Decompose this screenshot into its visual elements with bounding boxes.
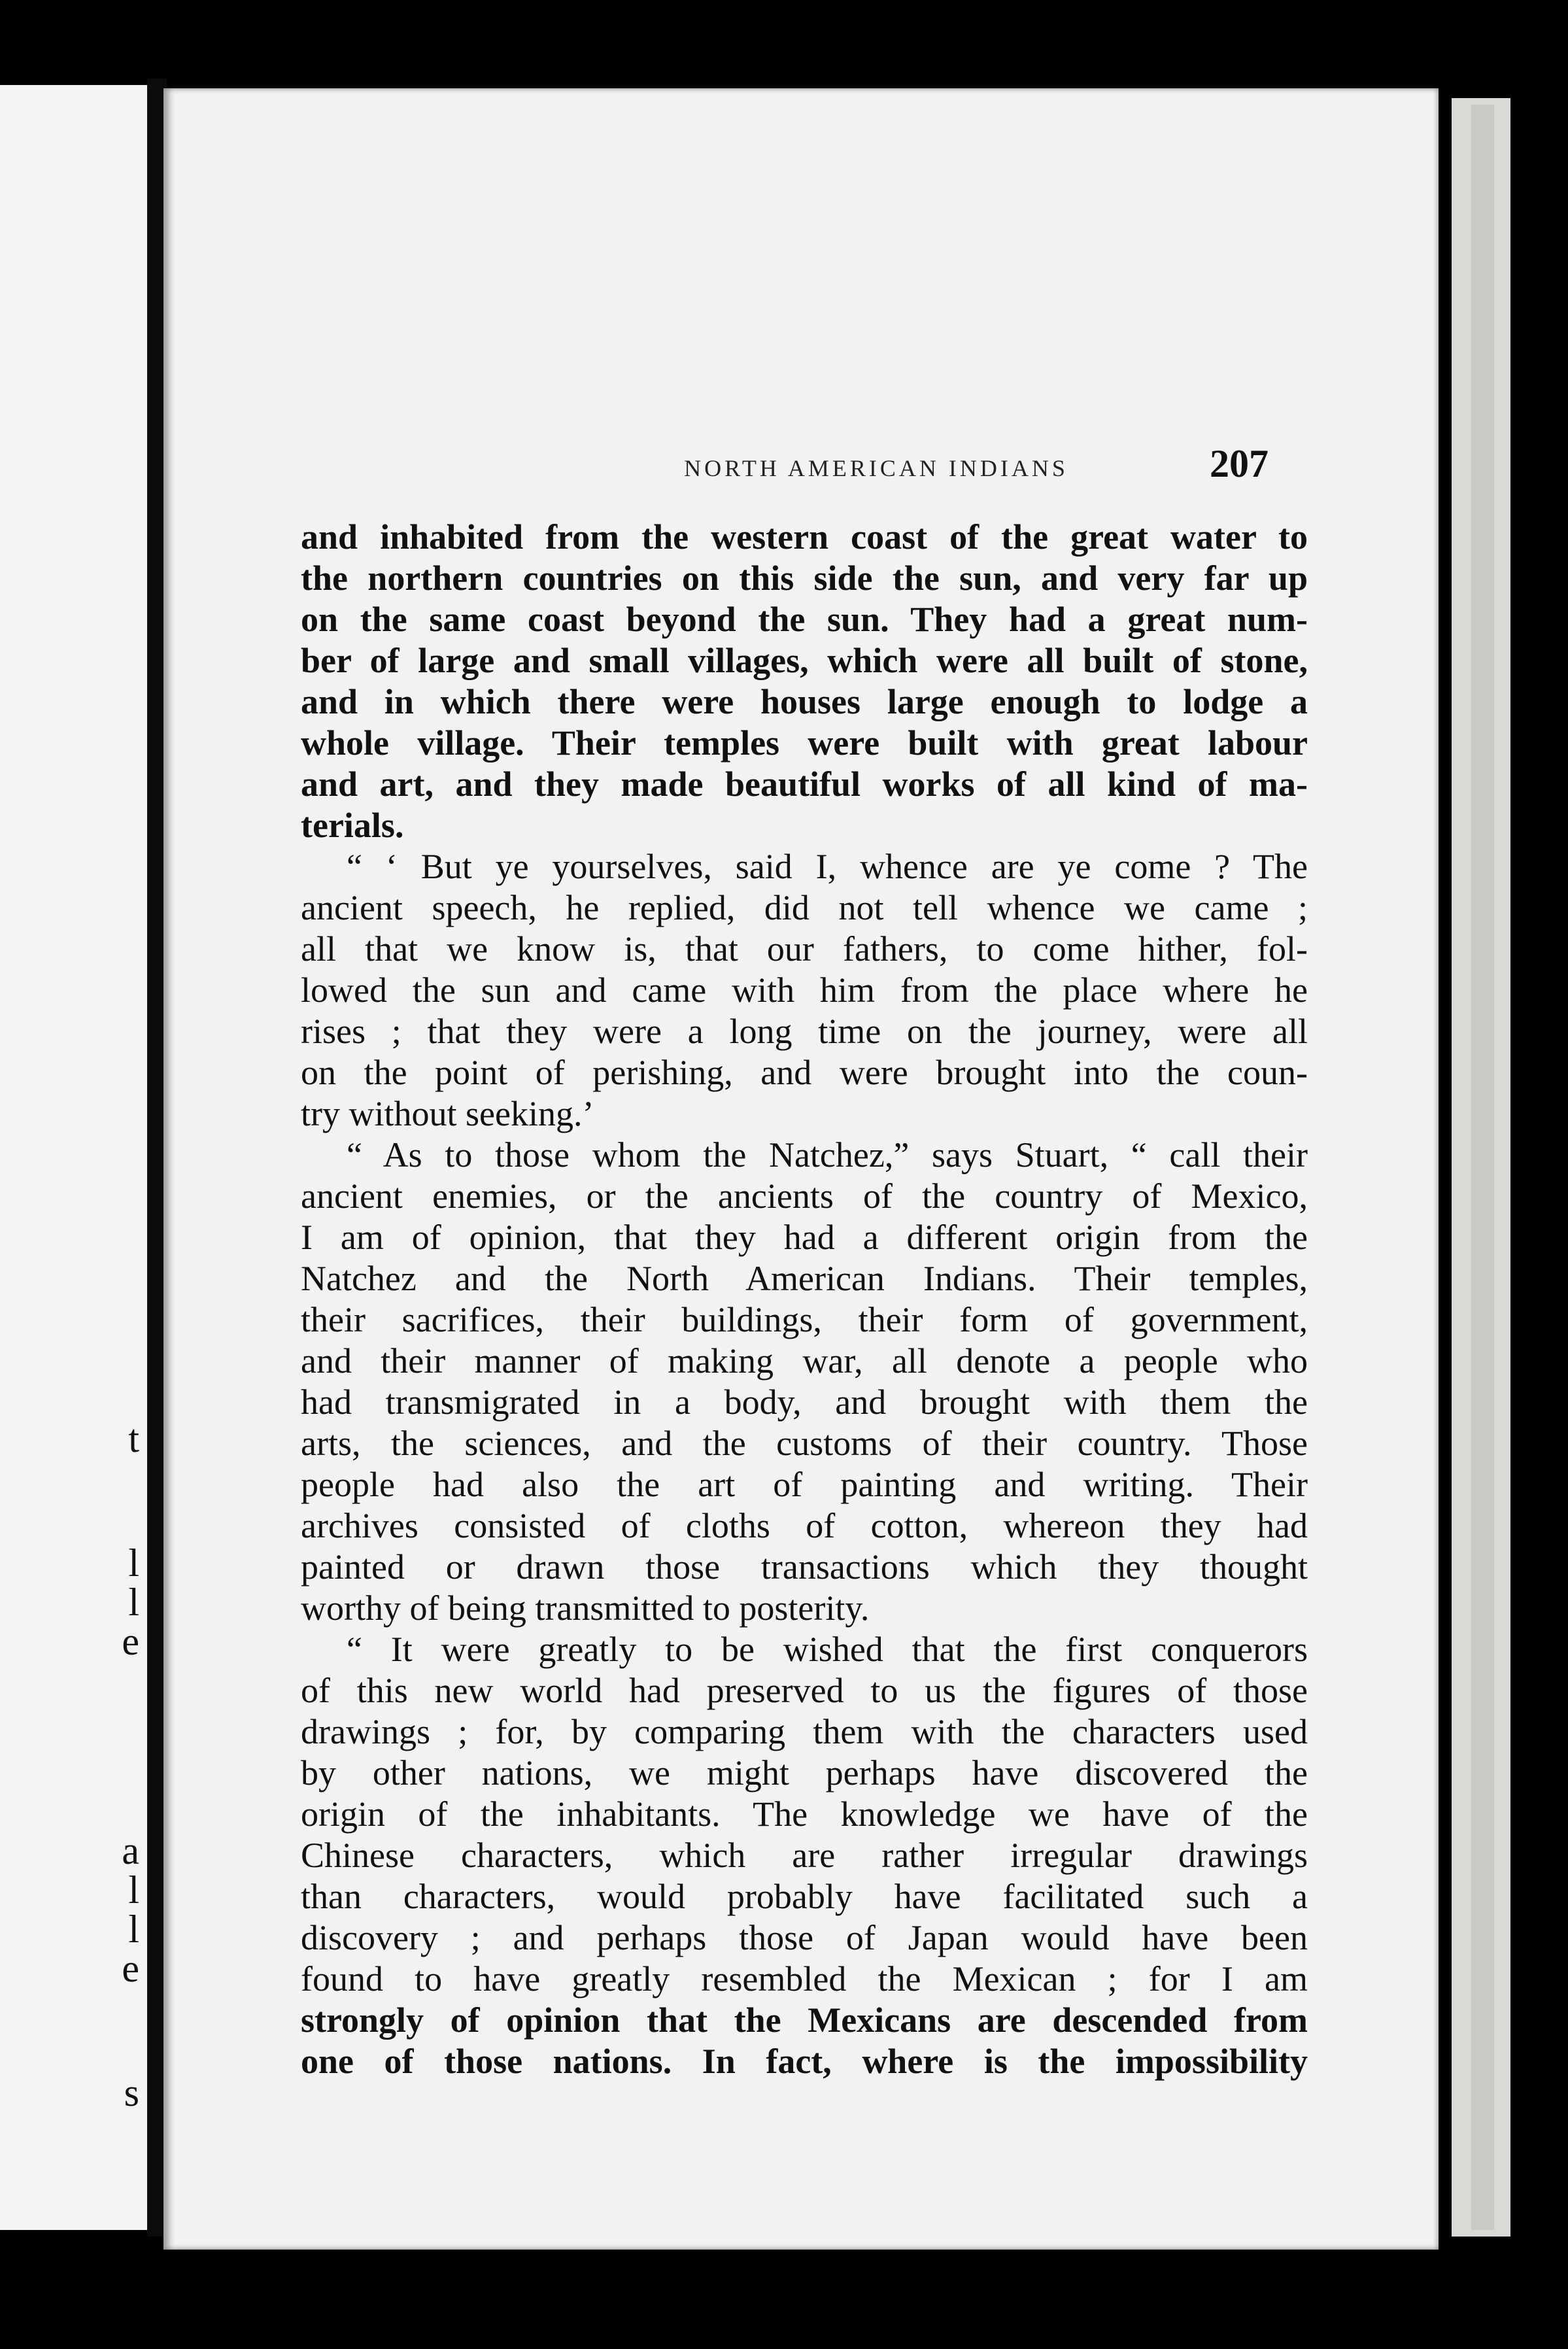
text-line: discovery ; and perhaps those of Japan would have been: [301, 1918, 1308, 1957]
text-line: and in which there were houses large enough to lodge a: [301, 682, 1308, 721]
text-line: people had also the art of painting and writing. Their: [301, 1465, 1308, 1504]
facing-page-letter: t: [128, 1417, 139, 1460]
text-line: Natchez and the North American Indians. Their temples,: [301, 1259, 1308, 1298]
text-line: “ It were greatly to be wished that the first conquerors: [347, 1630, 1308, 1669]
text-line: worthy of being transmitted to posterity.: [301, 1588, 870, 1628]
facing-page-letter: a: [122, 1829, 139, 1872]
facing-page-letter: l: [128, 1868, 139, 1912]
text-line: the northern countries on this side the sun, and very far up: [301, 558, 1308, 598]
page-number: 207: [1210, 442, 1269, 485]
text-line: on the point of perishing, and were brought into the coun-: [301, 1053, 1308, 1092]
text-line: rises ; that they were a long time on the journey, were all: [301, 1012, 1308, 1051]
text-line: “ As to those whom the Natchez,” says Stuart, “ call their: [347, 1135, 1308, 1174]
text-line: on the same coast beyond the sun. They had a great num-: [301, 600, 1308, 639]
text-line: and their manner of making war, all denote a people who: [301, 1341, 1308, 1380]
text-line: “ ‘ But ye yourselves, said I, whence are ye come ? The: [347, 847, 1308, 886]
body-text: [301, 517, 1308, 2082]
page-edge-shadow: [1471, 105, 1494, 2230]
text-line: by other nations, we might perhaps have discovered the: [301, 1753, 1308, 1792]
text-line: their sacrifices, their buildings, their form of government,: [301, 1300, 1308, 1339]
facing-page-letter: e: [122, 1947, 139, 1990]
text-line: of this new world had preserved to us the figures of those: [301, 1671, 1308, 1710]
text-line: one of those nations. In fact, where is the impossibility: [301, 2042, 1308, 2081]
text-line: Chinese characters, which are rather irregular drawings: [301, 1836, 1308, 1875]
running-head: [163, 442, 1439, 494]
text-line: painted or drawn those transactions which they thought: [301, 1547, 1308, 1586]
facing-page-letter: e: [122, 1620, 139, 1663]
facing-page-letter: s: [124, 2071, 139, 2114]
facing-page-letter: l: [128, 1541, 139, 1585]
facing-page-fragment: [0, 85, 147, 2230]
text-line: whole village. Their temples were built with great labour: [301, 723, 1308, 763]
text-line: I am of opinion, that they had a different origin from the: [301, 1218, 1308, 1257]
text-line: lowed the sun and came with him from the place where he: [301, 970, 1308, 1010]
text-line: terials.: [301, 806, 404, 845]
text-line: ancient speech, he replied, did not tell whence we came ;: [301, 888, 1308, 927]
text-line: found to have greatly resembled the Mexican ; for I am: [301, 1959, 1308, 1998]
text-line: and inhabited from the western coast of the great water to: [301, 517, 1308, 557]
facing-page-letter: l: [128, 1908, 139, 1951]
text-line: archives consisted of cloths of cotton, whereon they had: [301, 1506, 1308, 1545]
text-line: origin of the inhabitants. The knowledge we have of the: [301, 1794, 1308, 1834]
running-title: NORTH AMERICAN INDIANS: [684, 455, 1068, 481]
book-page: [163, 88, 1439, 2250]
text-line: and art, and they made beautiful works of all kind of ma-: [301, 764, 1308, 804]
text-line: than characters, would probably have facilitated such a: [301, 1877, 1308, 1916]
text-line: ber of large and small villages, which were all built of stone,: [301, 641, 1308, 680]
text-line: drawings ; for, by comparing them with the characters used: [301, 1712, 1308, 1751]
text-line: strongly of opinion that the Mexicans are descended from: [301, 2000, 1308, 2040]
text-line: all that we know is, that our fathers, to come hither, fol-: [301, 929, 1308, 969]
text-line: had transmigrated in a body, and brought with them the: [301, 1382, 1308, 1422]
facing-page-letter: l: [128, 1581, 139, 1624]
text-line: try without seeking.’: [301, 1094, 594, 1133]
text-line: arts, the sciences, and the customs of their country. Those: [301, 1424, 1308, 1463]
text-line: ancient enemies, or the ancients of the country of Mexico,: [301, 1176, 1308, 1216]
